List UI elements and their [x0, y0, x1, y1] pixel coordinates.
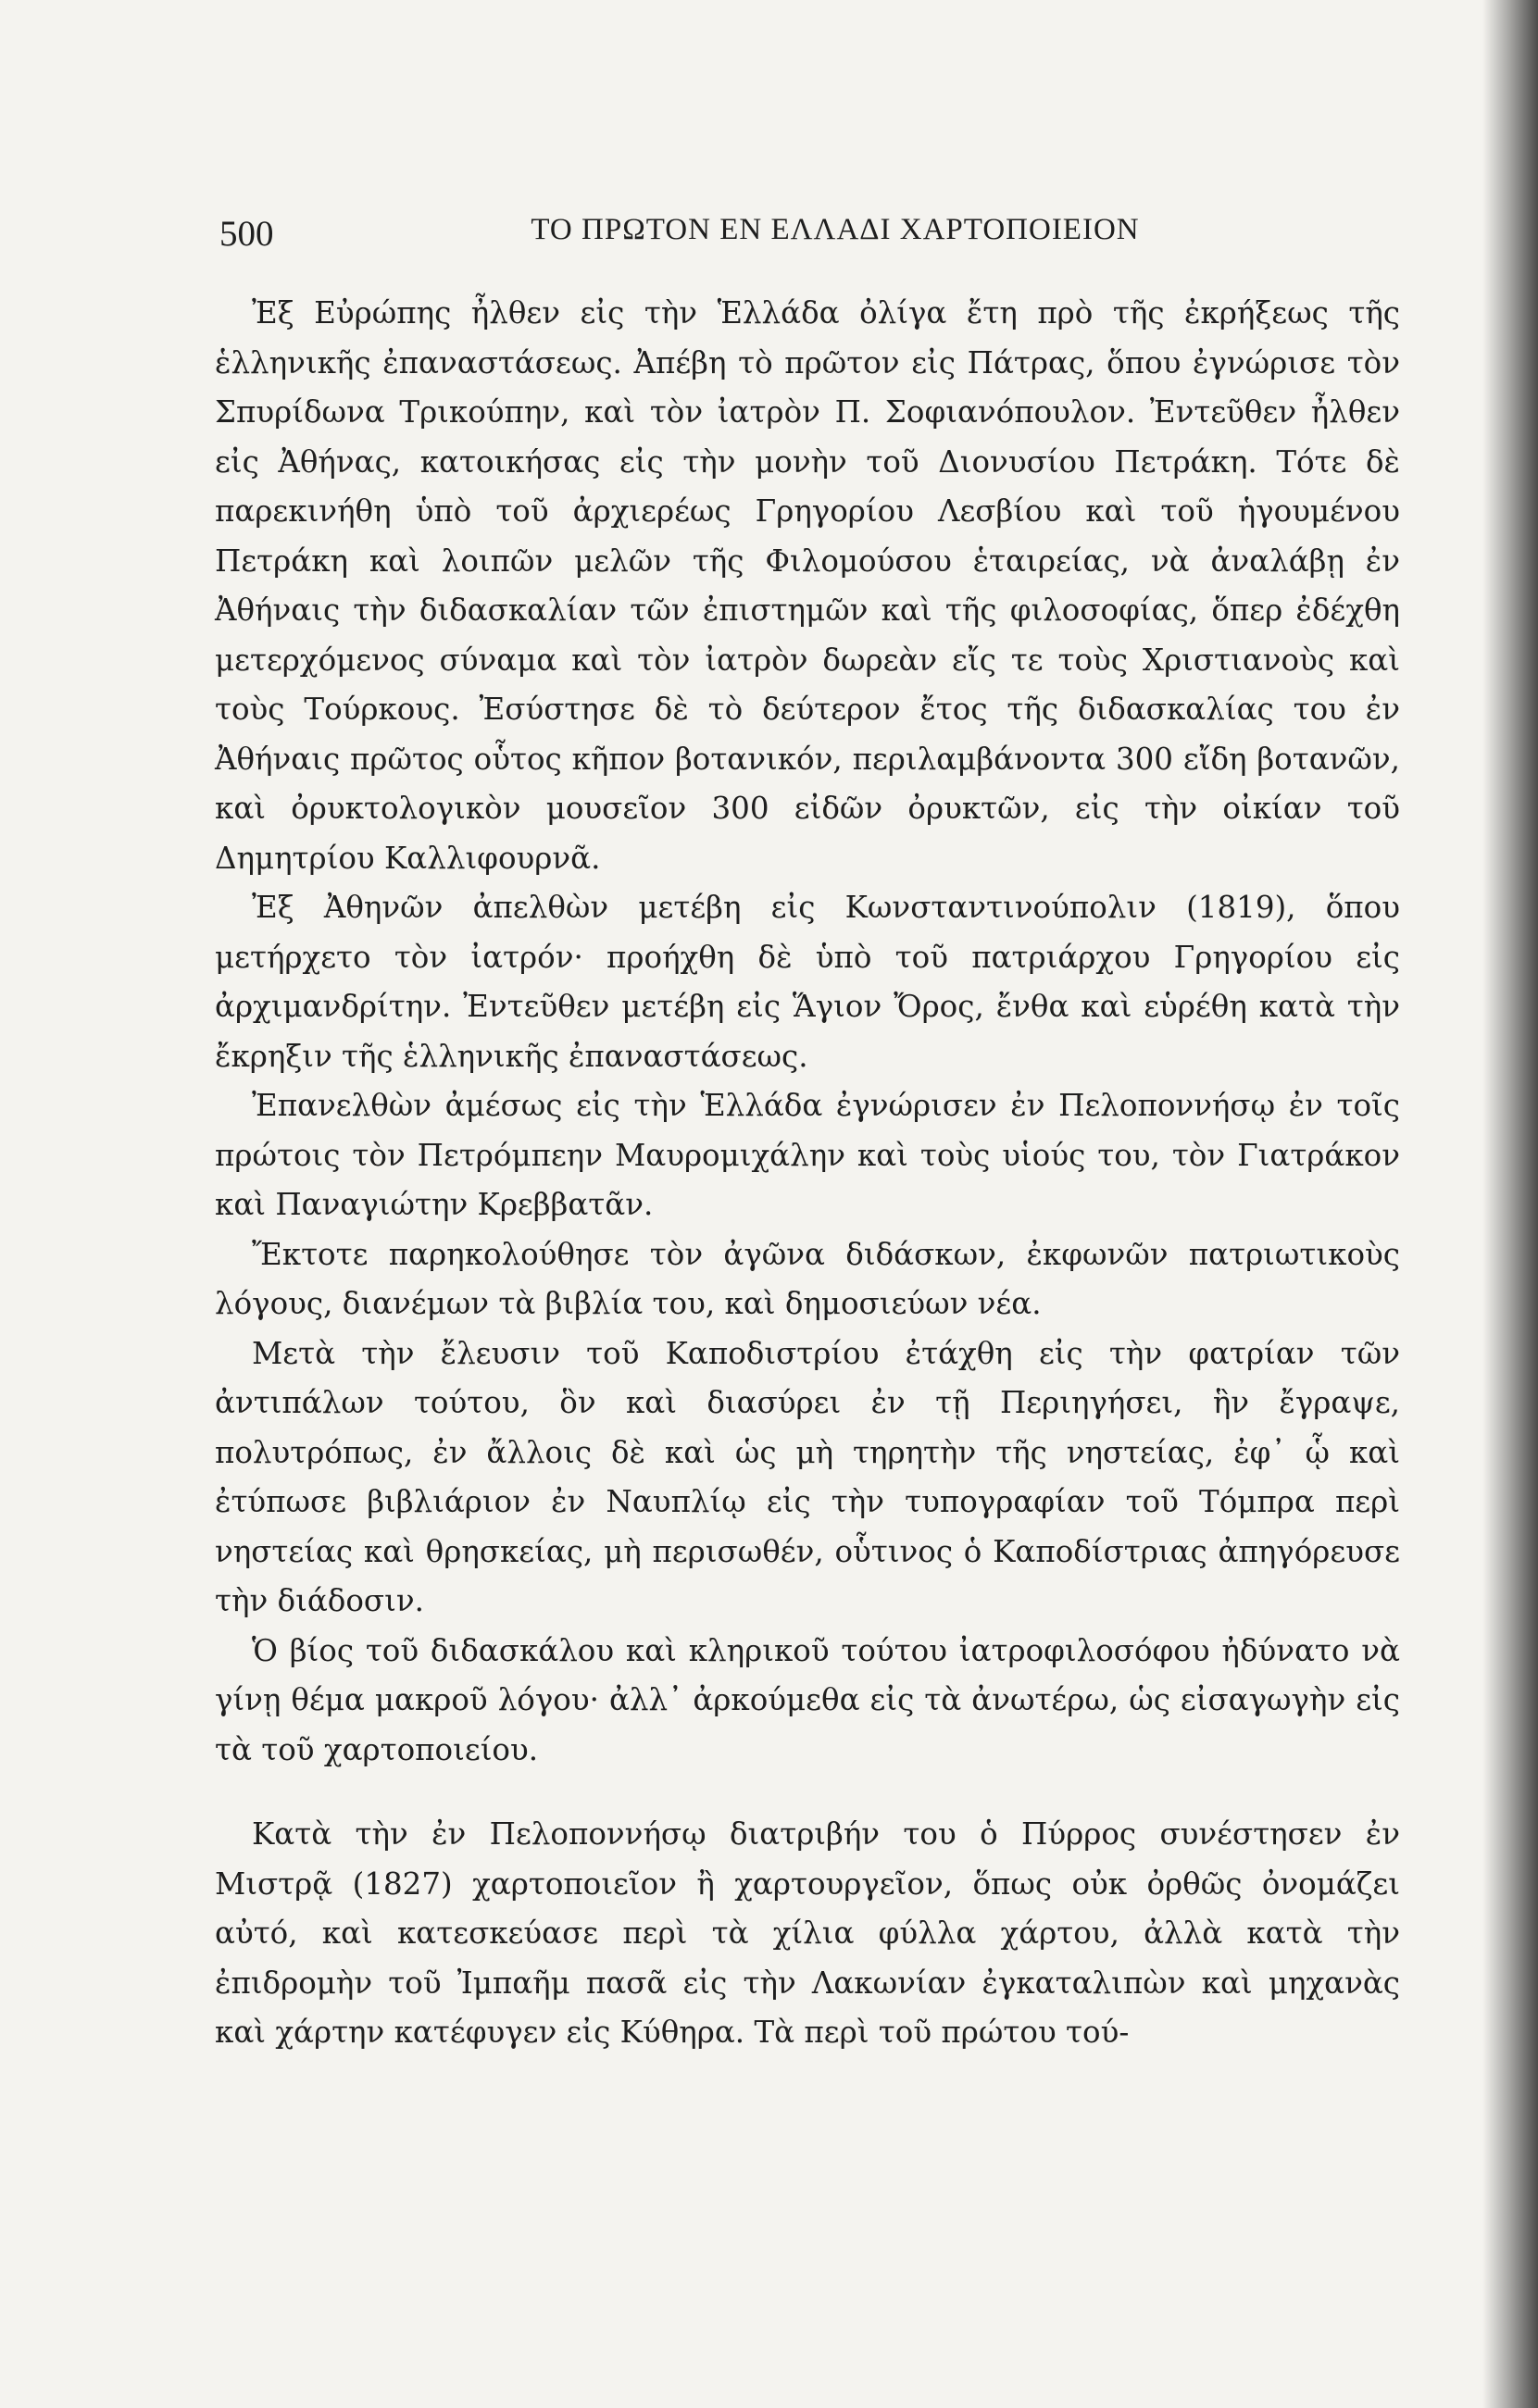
page-edge-shadow: [1482, 0, 1538, 2408]
paragraph-5: Μετὰ τὴν ἔλευσιν τοῦ Καποδιστρίου ἐτάχθη εἰς τὴν φατρίαν τῶν ἀντιπάλων τούτου, ὃν καὶ διασύρει ἐν τῇ Περιηγήσει, ἣν ἔγραψε, πολυτρόπως, ἐν ἄλλοις δὲ καὶ ὡς μὴ τηρητὴν τῆς νηστείας, ἐφ᾿ ᾧ καὶ ἐτύπωσε βιβλιάριον ἐν Ναυπλίῳ εἰς τὴν τυπογραφίαν τοῦ Τόμπρα περὶ νηστείας καὶ θρησκείας, μὴ περισωθέν, οὗτινος ὁ Καποδίστριας ἀπηγόρευσε τὴν διάδοσιν.: [215, 1335, 1400, 1618]
paragraph-1: Ἐξ Εὐρώπης ἦλθεν εἰς τὴν Ἑλλάδα ὀλίγα ἔτη πρὸ τῆς ἐκρήξεως τῆς ἑλληνικῆς ἐπαναστάσεως. Ἀπέβη τὸ πρῶτον εἰς Πάτρας, ὅπου ἐγνώρισε τὸν Σπυρίδωνα Τρικούπην, καὶ τὸν ἰατρὸν Π. Σοφιανόπουλον. Ἐντεῦθεν ἦλθεν εἰς Ἀθήνας, κατοικήσας εἰς τὴν μονὴν τοῦ Διονυσίου Πετράκη. Τότε δὲ παρεκινήθη ὑπὸ τοῦ ἀρχιερέως Γρηγορίου Λεσβίου καὶ τοῦ ἡγουμένου Πετράκη καὶ λοιπῶν μελῶν τῆς Φιλομούσου ἑταιρείας, νὰ ἀναλάβῃ ἐν Ἀθήναις τὴν διδασκαλίαν τῶν ἐπιστημῶν καὶ τῆς φιλοσοφίας, ὅπερ ἐδέχθη μετερχόμενος σύναμα καὶ τὸν ἰατρὸν δωρεὰν εἴς τε τοὺς Χριστιανοὺς καὶ τοὺς Τούρκους. Ἐσύστησε δὲ τὸ δεύτερον ἔτος τῆς διδασκαλίας του ἐν Ἀθήναις πρῶτος οὗτος κῆπον βοτανικόν, περιλαμβάνοντα 300 εἴδη βοτανῶν, καὶ ὀρυκτολογικὸν μουσεῖον 300 εἰδῶν ὀρυκτῶν, εἰς τὴν οἰκίαν τοῦ Δημητρίου Καλλιφουρνᾶ.: [215, 295, 1400, 876]
section-gap: [215, 1775, 1400, 1810]
running-header: [215, 213, 1400, 268]
book-page: [215, 213, 1400, 2058]
paragraph-4: Ἔκτοτε παρηκολούθησε τὸν ἀγῶνα διδάσκων, ἐκφωνῶν πατριωτικοὺς λόγους, διανέμων τὰ βιβλία του, καὶ δημοσιεύων νέα.: [215, 1236, 1400, 1321]
paragraph-2: Ἐξ Ἀθηνῶν ἀπελθὼν μετέβη εἰς Κωνσταντινούπολιν (1819), ὅπου μετήρχετο τὸν ἰατρόν· προήχθη δὲ ὑπὸ τοῦ πατριάρχου Γρηγορίου εἰς ἀρχιμανδρίτην. Ἐντεῦθεν μετέβη εἰς Ἅγιον Ὄρος, ἔνθα καὶ εὑρέθη κατὰ τὴν ἔκρηξιν τῆς ἑλληνικῆς ἐπαναστάσεως.: [215, 890, 1400, 1074]
page-number: 500: [219, 214, 274, 254]
paragraph-3: Ἐπανελθὼν ἀμέσως εἰς τὴν Ἑλλάδα ἐγνώρισεν ἐν Πελοποννήσῳ ἐν τοῖς πρώτοις τὸν Πετρόμπεην Μαυρομιχάλην καὶ τοὺς υἱούς του, τὸν Γιατράκον καὶ Παναγιώτην Κρεββατᾶν.: [215, 1088, 1400, 1222]
paragraph-6: Ὁ βίος τοῦ διδασκάλου καὶ κληρικοῦ τούτου ἰατροφιλοσόφου ἠδύνατο νὰ γίνῃ θέμα μακροῦ λόγου· ἀλλ᾿ ἀρκούμεθα εἰς τὰ ἀνωτέρω, ὡς εἰσαγωγὴν εἰς τὰ τοῦ χαρτοποιείου.: [215, 1632, 1400, 1767]
paragraph-7: Κατὰ τὴν ἐν Πελοποννήσῳ διατριβήν του ὁ Πύρρος συνέστησεν ἐν Μιστρᾷ (1827) χαρτοποιεῖον ἢ χαρτουργεῖον, ὅπως οὐκ ὀρθῶς ὀνομάζει αὐτό, καὶ κατεσκεύασε περὶ τὰ χίλια φύλλα χάρτου, ἀλλὰ κατὰ τὴν ἐπιδρομὴν τοῦ Ἰμπαῆμ πασᾶ εἰς τὴν Λακωνίαν ἐγκαταλιπὼν καὶ μηχανὰς καὶ χάρτην κατέφυγεν εἰς Κύθηρα. Τὰ περὶ τοῦ πρώτου τού-: [215, 1816, 1400, 2050]
running-title: ΤΟ ΠΡΩΤΟΝ ΕΝ ΕΛΛΑΔΙ ΧΑΡΤΟΠΟΙΕΙΟΝ: [531, 213, 1140, 246]
